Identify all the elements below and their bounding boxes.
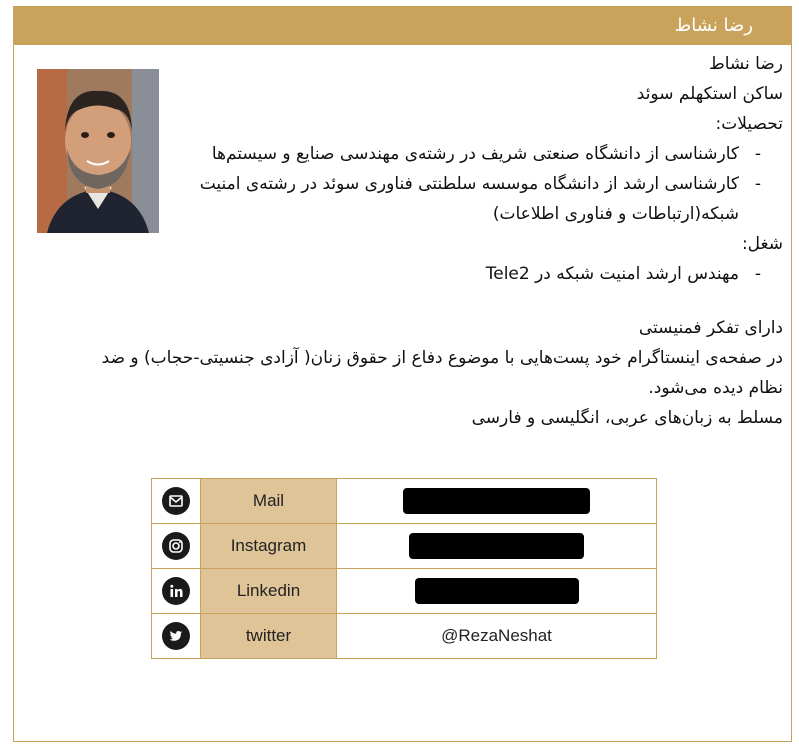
mail-icon	[162, 487, 190, 515]
contact-row-instagram	[152, 524, 657, 569]
job-text: مهندس ارشد امنیت شبکه در	[529, 264, 739, 284]
job-heading: شغل:	[741, 234, 783, 254]
education-item-1	[13, 139, 783, 169]
header-bar	[14, 7, 791, 45]
languages-line: مسلط به زبان‌های عربی، انگلیسی و فارسی	[471, 408, 783, 428]
twitter-handle[interactable]: @RezaNeshat	[337, 614, 657, 659]
education-heading: تحصیلات:	[715, 114, 783, 134]
contact-label: Instagram	[201, 524, 337, 569]
linkedin-icon	[162, 577, 190, 605]
profile-card	[13, 6, 792, 742]
education-item-text: کارشناسی ارشد از دانشگاه موسسه سلطنتی فناوری سوئد در رشته‌ی امنیت	[199, 174, 739, 194]
contact-label: Mail	[201, 479, 337, 524]
person-name: رضا نشاط	[708, 54, 783, 74]
redaction-bar	[409, 533, 584, 559]
education-item-2-continuation: شبکه(ارتباطات و فناوری اطلاعات)	[492, 204, 739, 224]
redaction-bar	[415, 578, 579, 604]
contact-label: twitter	[201, 614, 337, 659]
instagram-note-line2: نظام دیده می‌شود.	[648, 378, 783, 398]
education-item-2	[13, 169, 783, 199]
bullet-dash: -	[754, 264, 761, 284]
bullet-dash: -	[754, 174, 761, 194]
education-item-text: کارشناسی از دانشگاه صنعتی شریف در رشته‌ی مهندسی صنایع و سیستم‌ها	[211, 144, 739, 164]
job-company: Tele2	[485, 264, 530, 284]
feminist-line: دارای تفکر فمنیستی	[638, 318, 783, 338]
contact-row-twitter	[152, 614, 657, 659]
bullet-dash: -	[754, 144, 761, 164]
spacer	[13, 289, 783, 313]
instagram-icon	[162, 532, 190, 560]
instagram-note-line1: در صفحه‌ی اینستاگرام خود پست‌هایی با موضوع دفاع از حقوق زنان( آزادی جنسیتی-حجاب) و ضد	[101, 348, 783, 368]
job-item	[13, 259, 783, 289]
twitter-icon	[162, 622, 190, 650]
contact-row-mail	[152, 479, 657, 524]
contact-row-linkedin	[152, 569, 657, 614]
residence: ساکن استکهلم سوئد	[636, 84, 783, 104]
redaction-bar	[403, 488, 590, 514]
contact-label: Linkedin	[201, 569, 337, 614]
header-title: رضا نشاط	[674, 15, 753, 36]
contacts-table	[151, 478, 657, 659]
profile-text	[13, 49, 783, 433]
